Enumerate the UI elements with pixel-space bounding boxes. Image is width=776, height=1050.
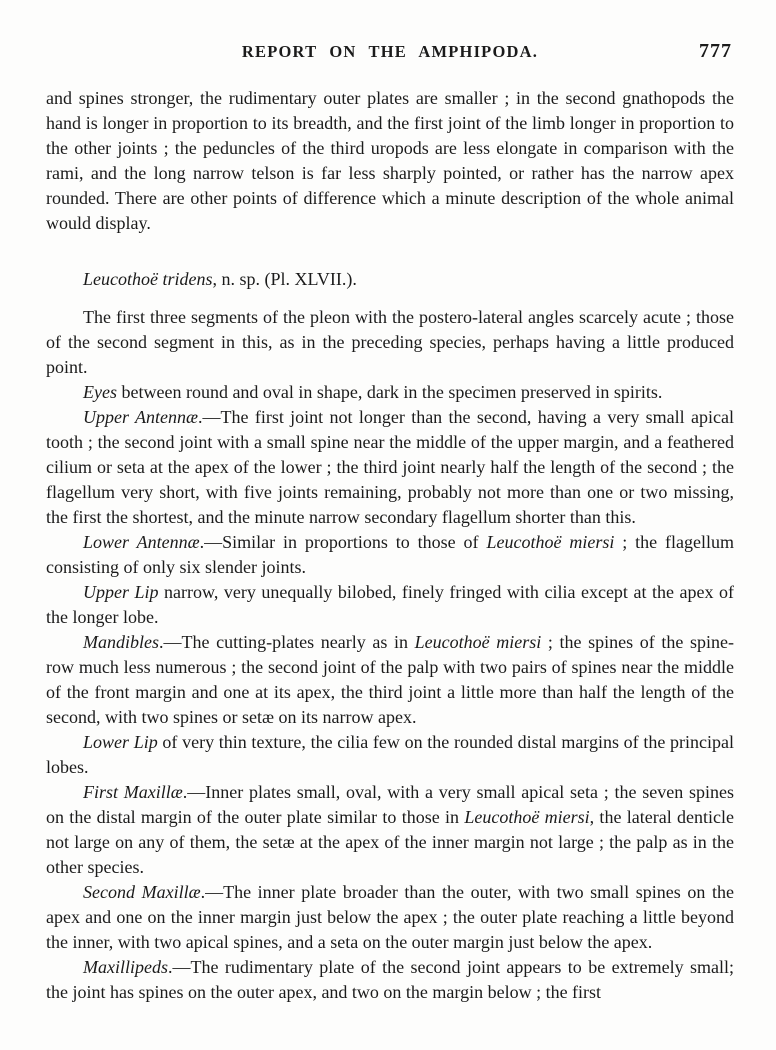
paragraph-second-maxillae: Second Maxillæ.—The inner plate broader than the outer, with two small spines on the apex and one on the inner margin just below the apex ; the outer plate reaching a little beyond the inner, with two apical spines, and a seta on the outer margin just below the apex. <box>46 882 734 952</box>
paragraph-mandibles: Mandibles.—The cutting-plates nearly as in Leucothoë miersi ; the spines of the spine-row much less numerous ; the second joint of the palp with two pairs of spines near the middle of the front margin and one at its apex, the third joint a little more than half the length of the second, with two spines or setæ on its narrow apex. <box>46 632 735 727</box>
paragraph-pleon: The first three segments of the pleon with the postero-lateral angles scarcely acute ; those of the second segment in this, as in the preceding species, perhaps having a little produced point. <box>46 307 734 377</box>
paragraph-continuation: and spines stronger, the rudimentary outer plates are smaller ; in the second gnathopods the hand is longer in proportion to its breadth, and the first joint of the limb longer in proportion to the other joints ; the peduncles of the third uropods are less elongate in comparison with the rami, and the long narrow telson is far less sharply pointed, or rather has the narrow apex rounded. There are other points of difference which a minute description of the whole animal would display. <box>46 88 734 233</box>
paragraph-lower-lip: Lower Lip of very thin texture, the cilia few on the rounded distal margins of the principal lobes. <box>46 732 734 777</box>
paragraph-lower-antennae: Lower Antennæ.—Similar in proportions to those of Leucothoë miersi ; the flagellum consisting of only six slender joints. <box>46 532 735 577</box>
page-number: 777 <box>699 40 732 62</box>
page-title: REPORT ON THE AMPHIPODA. <box>241 42 539 61</box>
paragraph-first-maxillae: First Maxillæ.—Inner plates small, oval, with a very small apical seta ; the seven spines on the distal margin of the outer plate similar to those in Leucothoë miersi, the lateral denticle not large on any of them, the setæ at the apex of the inner margin not large ; the palp as in the other species. <box>46 782 734 877</box>
page-body <box>46 86 734 1005</box>
species-heading: Leucothoë tridens, n. sp. (Pl. XLVII.). <box>83 269 357 289</box>
paragraph-maxillipeds: Maxillipeds.—The rudimentary plate of the second joint appears to be extremely small; the joint has spines on the outer apex, and two on the margin below ; the first <box>46 957 734 1002</box>
running-head <box>46 42 734 64</box>
paragraph-upper-lip: Upper Lip narrow, very unequally bilobed, finely fringed with cilia except at the apex of the longer lobe. <box>46 582 734 627</box>
paragraph-upper-antennae: Upper Antennæ.—The first joint not longer than the second, having a very small apical tooth ; the second joint with a small spine near the middle of the upper margin, and a feathered cilium or seta at the apex of the lower ; the third joint nearly half the length of the second ; the flagellum very short, with five joints remaining, probably not more than one or two missing, the first the shortest, and the minute narrow secondary flagellum shorter than this. <box>46 407 734 527</box>
paragraph-eyes: Eyes between round and oval in shape, dark in the specimen preserved in spirits. <box>83 382 663 402</box>
